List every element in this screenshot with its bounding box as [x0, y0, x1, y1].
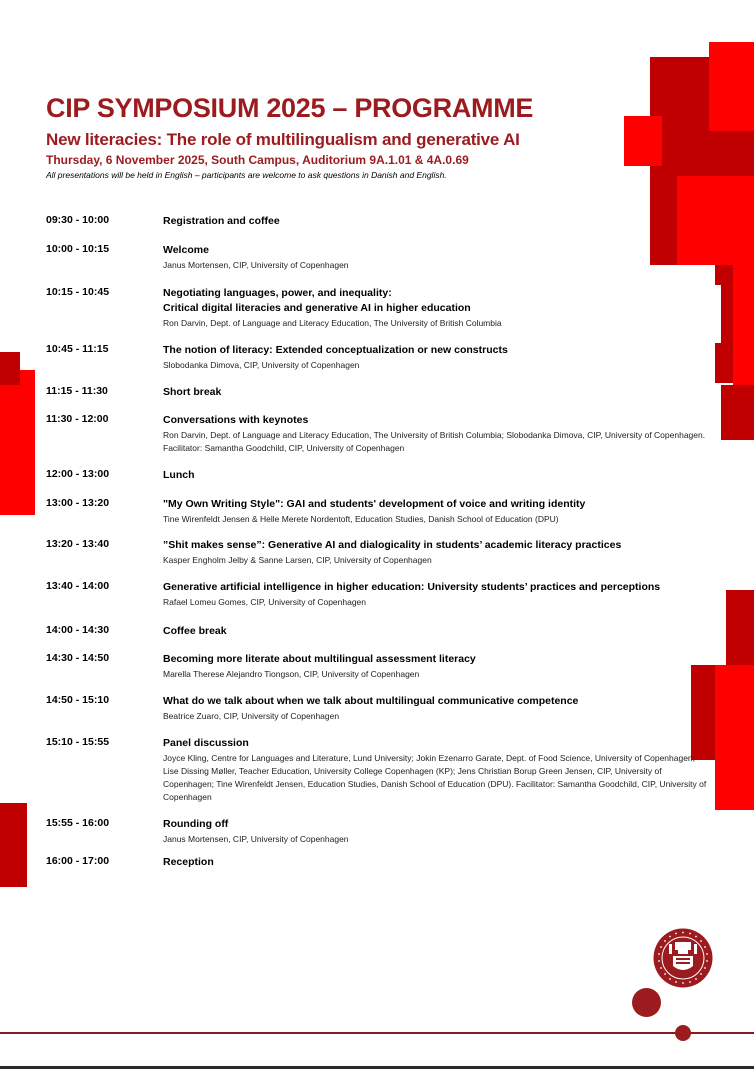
- row-time: 10:15 - 10:45: [46, 286, 110, 298]
- row-time: 11:30 - 12:00: [46, 413, 109, 425]
- decor-block: [0, 370, 35, 515]
- row-time: 15:10 - 15:55: [46, 736, 110, 748]
- row-title-line2: Critical digital literacies and generative AI in higher education: [163, 302, 471, 314]
- decor-dot: [675, 1025, 691, 1041]
- decor-dot: [632, 988, 661, 1017]
- row-speakers: Ron Darvin, Dept. of Language and Literacy Education, The University of British Columbia; Slobodanka Dimova, CIP, University of Copenhagen. Facilitator: Samantha Goodchild, CIP, University of Copenhagen: [163, 430, 706, 453]
- row-time: 10:00 - 10:15: [46, 243, 110, 255]
- row-time: 11:15 - 11:30: [46, 385, 108, 397]
- row-title: What do we talk about when we talk about multilingual communicative competence: [163, 695, 579, 707]
- page-subtitle: New literacies: The role of multilingualism and generative AI: [46, 130, 520, 149]
- row-time: 09:30 - 10:00: [46, 214, 110, 226]
- decor-block: [733, 265, 754, 385]
- decor-block: [726, 590, 754, 665]
- row-time: 14:00 - 14:30: [46, 624, 110, 636]
- row-time: 14:50 - 15:10: [46, 694, 110, 706]
- row-time: 14:30 - 14:50: [46, 652, 110, 664]
- row-time: 12:00 - 13:00: [46, 468, 110, 480]
- row-title: Registration and coffee: [163, 215, 280, 227]
- row-time: 13:40 - 14:00: [46, 580, 110, 592]
- row-time: 16:00 - 17:00: [46, 855, 110, 867]
- row-speakers: Rafael Lomeu Gomes, CIP, University of Copenhagen: [163, 597, 367, 607]
- row-title: Short break: [163, 386, 222, 398]
- row-speakers: Beatrice Zuaro, CIP, University of Copenhagen: [163, 711, 340, 721]
- event-date-location: Thursday, 6 November 2025, South Campus, Auditorium 9A.1.01 & 4A.0.69: [46, 153, 469, 167]
- decor-block: [709, 42, 754, 131]
- row-time: 10:45 - 11:15: [46, 343, 109, 355]
- row-title: Becoming more literate about multilingual assessment literacy: [163, 653, 476, 665]
- decor-block: [721, 385, 754, 440]
- row-title: The notion of literacy: Extended conceptualization or new constructs: [163, 344, 508, 356]
- decor-block: [715, 665, 754, 810]
- row-title: Rounding off: [163, 818, 229, 830]
- row-speakers: Slobodanka Dimova, CIP, University of Copenhagen: [163, 360, 360, 370]
- decor-block: [624, 116, 662, 166]
- row-title: Welcome: [163, 244, 209, 256]
- row-title: Conversations with keynotes: [163, 414, 309, 426]
- row-time: 13:00 - 13:20: [46, 497, 110, 509]
- row-speakers: Tine Wirenfeldt Jensen & Helle Merete Nordentoft, Education Studies, Danish School of Education (DPU): [163, 514, 559, 524]
- row-speakers: Janus Mortensen, CIP, University of Copenhagen: [163, 260, 349, 270]
- row-time: 15:55 - 16:00: [46, 817, 110, 829]
- decor-block: [0, 803, 27, 887]
- row-title: Reception: [163, 856, 214, 868]
- row-title: Negotiating languages, power, and inequality:: [163, 287, 392, 299]
- row-speakers: Marella Therese Alejandro Tiongson, CIP, University of Copenhagen: [163, 669, 420, 679]
- row-speakers: Ron Darvin, Dept. of Language and Literacy Education, The University of British Columbia: [163, 318, 502, 328]
- row-time: 13:20 - 13:40: [46, 538, 110, 550]
- decor-block: [0, 352, 20, 385]
- row-title: Panel discussion: [163, 737, 249, 749]
- row-title: Generative artificial intelligence in higher education: University students’ practices and perceptions: [163, 581, 661, 593]
- row-title: ”Shit makes sense”: Generative AI and dialogicality in students’ academic literacy practices: [163, 539, 622, 551]
- row-title: Lunch: [163, 469, 195, 481]
- language-note: All presentations will be held in English – participants are welcome to ask questions in Danish and English.: [46, 170, 447, 180]
- university-of-copenhagen-seal-icon: [653, 928, 713, 988]
- row-speakers: Janus Mortensen, CIP, University of Copenhagen: [163, 834, 349, 844]
- footer-rule: [0, 1032, 754, 1034]
- row-speakers: Joyce Kling, Centre for Languages and Literature, Lund University; Jokin Ezenarro Garate, Dept. of Food Science, University of Copenhagen; Lise Dissing Møller, Teacher Education, University College Copenhagen (KP); Jens Christian Borup Green Jensen, CIP, University of Copenhagen; Tine Wirenfeldt Jensen, Education Studies, Danish School of Education (DPU). Facilitator: Samantha Goodchild, CIP, University of Copenhagen: [163, 753, 707, 802]
- page-title: CIP SYMPOSIUM 2025 – PROGRAMME: [46, 93, 534, 123]
- row-title: "My Own Writing Style": GAI and students' development of voice and writing identity: [163, 498, 586, 510]
- row-title: Coffee break: [163, 625, 227, 637]
- row-speakers: Kasper Engholm Jelby & Sanne Larsen, CIP, University of Copenhagen: [163, 555, 432, 565]
